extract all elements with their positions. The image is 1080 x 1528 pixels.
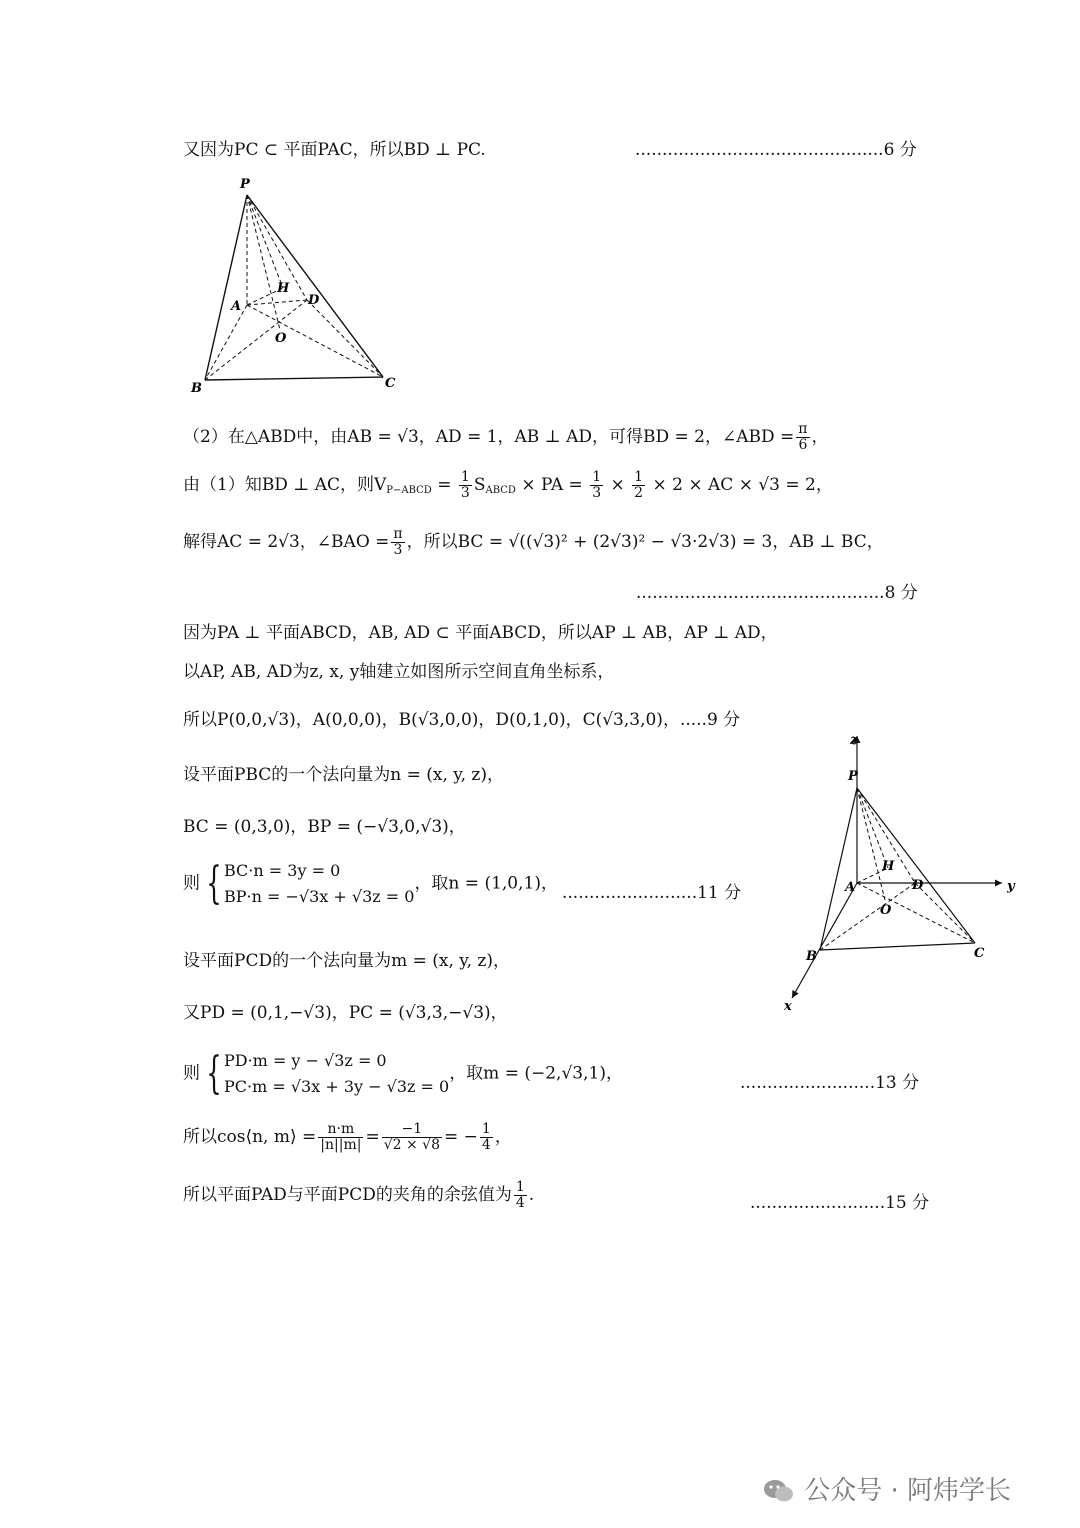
label-B: B [191,381,202,396]
score-11: .........................11 分 [562,883,742,903]
pyramid-figure-1 [185,170,415,400]
score-15: .........................15 分 [750,1193,930,1213]
text-line-7: 所以P(0,0,√3)，A(0,0,0)，B(√3,0,0)，D(0,1,0)，C(√3,3,0)，.....9 分 [183,710,741,730]
edge-PC [247,195,383,377]
coordinate-figure-2 [770,728,1030,1018]
edge-PC2 [857,788,975,943]
label2-y: y [1007,879,1015,894]
edge-AC [247,305,383,377]
label2-O: O [880,903,892,918]
edge-PO [247,195,280,330]
edge-PH [247,195,283,288]
x-axis [792,883,857,998]
text-line-1: 又因为PC ⊂ 平面PAC，所以BD ⊥ PC. [183,140,486,160]
label2-z: z [850,733,858,748]
text-line-14: 所以cos⟨n, m⟩ = $\frac{n\cdot m}{|n||m|}$ = $\frac{-1}{√2 \times √8}$ = − $\frac{1}{4}$ ， [183,1121,512,1153]
watermark-text: 公众号 · 阿炜学长 [804,1476,1012,1506]
edge-BC [205,377,383,380]
text-line-15: 所以平面PAD与平面PCD的夹角的余弦值为 $\frac{1}{4}$ . [183,1179,535,1211]
watermark [762,1470,1011,1507]
equation-system-1: 则 { BC·n = 3y = 0 BP·n = −√3x + √3z = 0 ，取n = (1,0,1)， [183,858,558,909]
edge-BC2 [820,943,975,950]
text-line-5: 因为PA ⊥ 平面ABCD，AB, AD ⊂ 平面ABCD，所以AP ⊥ AB，AP ⊥ AD， [183,623,778,643]
label-C: C [385,376,396,391]
wechat-icon [762,1477,796,1505]
label-P: P [240,177,250,192]
label2-A: A [845,880,856,895]
edge-DC [307,300,383,377]
text-line-6: 以AP, AB, AD为z, x, y轴建立如图所示空间直角坐标系， [183,662,615,682]
text-line-2: （2）在△ABD中，由AB = √3，AD = 1，AB ⊥ AD，可得BD = 2，∠ABD = $\frac{\pi}{6}$ ， [183,421,829,453]
text-line-12: 又PD = (0,1,−√3)，PC = (√3,3,−√3)， [183,1003,508,1023]
edge-PB2 [820,788,857,950]
label2-C: C [974,946,985,961]
text-line-4: 解得AC = 2√3，∠BAO = $\frac{\pi}{3}$ ，所以BC = √((√3)² + (2√3)² − √3·2√3) = 3，AB ⊥ BC， [183,526,884,558]
score-8: ..............................................8 分 [636,583,918,603]
text-line-3: 由（1）知BD ⊥ AC，则$V_{P-ABCD}$ = $\frac{1}{3}$ $S_{ABCD}$ × PA = $\frac{1}{3}$ × $\frac{1}{2}$ × 2 × AC × √3 = 2， [183,469,833,501]
equation-system-2: 则 { PD·m = y − √3z = 0 PC·m = √3x + 3y − √3z = 0 ，取m = (−2,√3,1)， [183,1048,623,1099]
label-D: D [308,293,320,308]
text-line-9: BC = (0,3,0)，BP = (−√3,0,√3)， [183,817,466,837]
edge-AB [205,305,247,380]
label2-H: H [882,859,895,874]
text-line-11: 设平面PCD的一个法向量为m = (x, y, z)， [183,951,511,971]
label2-D: D [912,878,924,893]
label2-P: P [848,769,858,784]
label2-x: x [784,999,792,1014]
label-O: O [275,331,287,346]
label2-B: B [806,949,817,964]
text-line-8: 设平面PBC的一个法向量为n = (x, y, z)， [183,765,505,785]
score-13: .........................13 分 [740,1073,920,1093]
label-A: A [231,299,242,314]
label-H: H [277,281,290,296]
score-6: ..............................................6 分 [635,140,917,160]
